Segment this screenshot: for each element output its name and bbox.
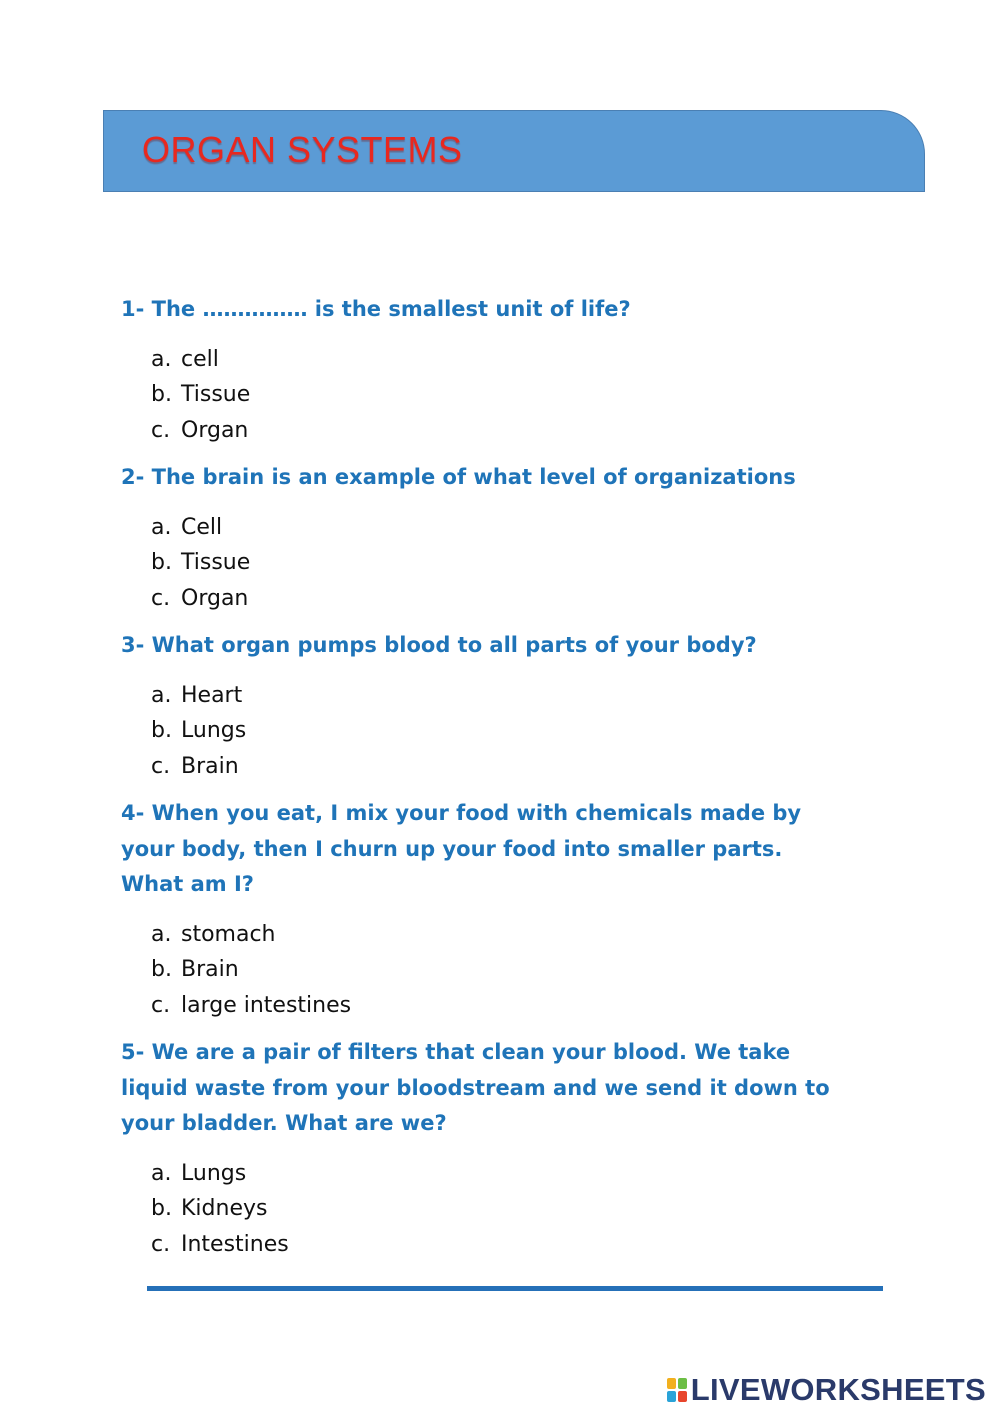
question-text: 4- When you eat, I mix your food with chemicals made by your body, then I churn up your food into smaller parts. What am I?	[121, 801, 802, 896]
option-letter: b.	[151, 382, 172, 407]
option-text: Organ	[181, 585, 249, 611]
option-text: cell	[181, 346, 219, 372]
option-list	[121, 678, 841, 785]
option-b[interactable]	[121, 713, 841, 749]
question-5	[121, 1035, 841, 1262]
option-letter: a.	[151, 921, 172, 947]
option-letter: b.	[151, 1196, 172, 1221]
option-a[interactable]	[121, 342, 841, 378]
question-text: 3- What organ pumps blood to all parts of your body?	[121, 633, 757, 657]
option-b[interactable]	[121, 1191, 841, 1227]
option-text: Intestines	[181, 1231, 289, 1257]
option-letter: a.	[151, 1160, 172, 1186]
option-text: stomach	[181, 921, 276, 947]
question-list	[121, 292, 841, 1274]
option-b[interactable]	[121, 952, 841, 988]
option-letter: b.	[151, 550, 172, 575]
option-text: Tissue	[181, 382, 251, 407]
option-b[interactable]	[121, 377, 841, 413]
option-a[interactable]	[121, 510, 841, 546]
option-list	[121, 510, 841, 617]
footer-divider	[147, 1286, 883, 1291]
option-c[interactable]	[121, 988, 841, 1024]
option-list	[121, 917, 841, 1024]
option-text: Lungs	[181, 1160, 247, 1186]
brand-name: LIVEWORKSHEETS	[690, 1372, 986, 1407]
option-a[interactable]	[121, 678, 841, 714]
option-letter: a.	[151, 682, 172, 708]
option-c[interactable]	[121, 581, 841, 617]
option-a[interactable]	[121, 917, 841, 953]
option-text: Kidneys	[181, 1196, 268, 1221]
option-letter: b.	[151, 957, 172, 982]
brand-logo	[667, 1372, 986, 1408]
option-list	[121, 342, 841, 449]
option-text: Cell	[181, 514, 223, 540]
question-2	[121, 460, 841, 616]
option-text: Heart	[181, 682, 243, 708]
option-text: Organ	[181, 417, 249, 443]
brand-logo-icon	[667, 1378, 687, 1402]
question-text: 1- The …………… is the smallest unit of life?	[121, 297, 631, 321]
option-text: large intestines	[181, 992, 352, 1018]
option-a[interactable]	[121, 1156, 841, 1192]
option-letter: c.	[151, 1231, 171, 1257]
option-letter: c.	[151, 992, 171, 1018]
option-list	[121, 1156, 841, 1263]
option-letter: a.	[151, 514, 172, 540]
question-3	[121, 628, 841, 784]
question-text: 5- We are a pair of filters that clean your blood. We take liquid waste from your bloodstream and we send it down to your bladder. What are we?	[121, 1040, 830, 1135]
option-letter: c.	[151, 753, 171, 779]
option-b[interactable]	[121, 545, 841, 581]
option-letter: b.	[151, 718, 172, 743]
option-text: Brain	[181, 753, 239, 779]
page-title: ORGAN SYSTEMS	[142, 129, 463, 170]
option-c[interactable]	[121, 749, 841, 785]
question-4	[121, 796, 841, 1023]
option-letter: a.	[151, 346, 172, 372]
option-text: Brain	[181, 957, 239, 982]
question-text: 2- The brain is an example of what level of organizations	[121, 465, 796, 489]
question-1	[121, 292, 841, 448]
option-letter: c.	[151, 417, 171, 443]
option-text: Tissue	[181, 550, 251, 575]
title-banner	[103, 110, 925, 192]
option-c[interactable]	[121, 413, 841, 449]
option-letter: c.	[151, 585, 171, 611]
option-c[interactable]	[121, 1227, 841, 1263]
option-text: Lungs	[181, 718, 247, 743]
